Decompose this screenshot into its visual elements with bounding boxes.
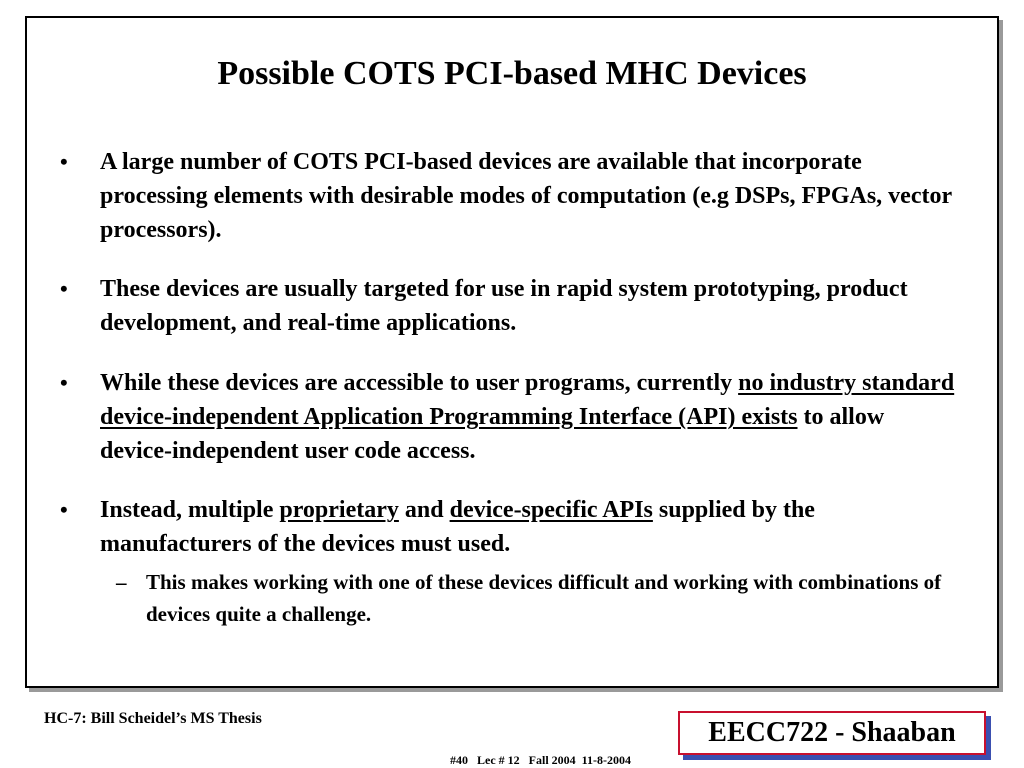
emphasized-text: no industry standard device-independent Application Programming Interface (API) exists	[100, 370, 955, 430]
slide-number: #40 Lec # 12 Fall 2004 11-8-2004	[450, 753, 631, 767]
bullet-marker: •	[60, 370, 68, 395]
bullet-marker: •	[60, 149, 68, 174]
course-brand-label: EECC722 - Shaaban	[708, 717, 956, 748]
bullet-marker: •	[60, 276, 68, 301]
emphasized-text: device-specific APIs	[449, 497, 653, 523]
bullet-text: to allow device-independent user code access.	[100, 404, 885, 464]
footer-source: HC-7: Bill Scheidel’s MS Thesis	[44, 710, 262, 727]
bullet-text: These devices are usually targeted for use in rapid system prototyping, product development, and real-time applications.	[100, 276, 908, 336]
course-brand-box	[678, 711, 986, 755]
sub-bullet-text: This makes working with one of these devices difficult and working with combinations of devices quite a challenge.	[146, 570, 942, 626]
slide-title: Possible COTS PCI-based MHC Devices	[217, 55, 807, 92]
bullet-item	[60, 145, 960, 247]
bullet-item	[60, 366, 960, 468]
bullet-text: supplied by the manufacturers of the devices must used.	[100, 497, 815, 557]
bullet-text: and	[398, 497, 450, 523]
bullet-text: A large number of COTS PCI-based devices are available that incorporate processing elements with desirable modes of computation (e.g DSPs, FPGAs, vector processors).	[100, 149, 952, 243]
bullet-item	[60, 493, 960, 561]
bullet-marker: •	[60, 497, 68, 522]
sub-bullet-item	[116, 566, 956, 630]
bullet-text: While these devices are accessible to user programs, currently	[100, 370, 739, 396]
bullet-text: Instead, multiple	[100, 497, 280, 523]
emphasized-text: proprietary	[279, 497, 399, 523]
bullet-item	[60, 272, 960, 340]
sub-bullet-marker: –	[116, 570, 127, 594]
